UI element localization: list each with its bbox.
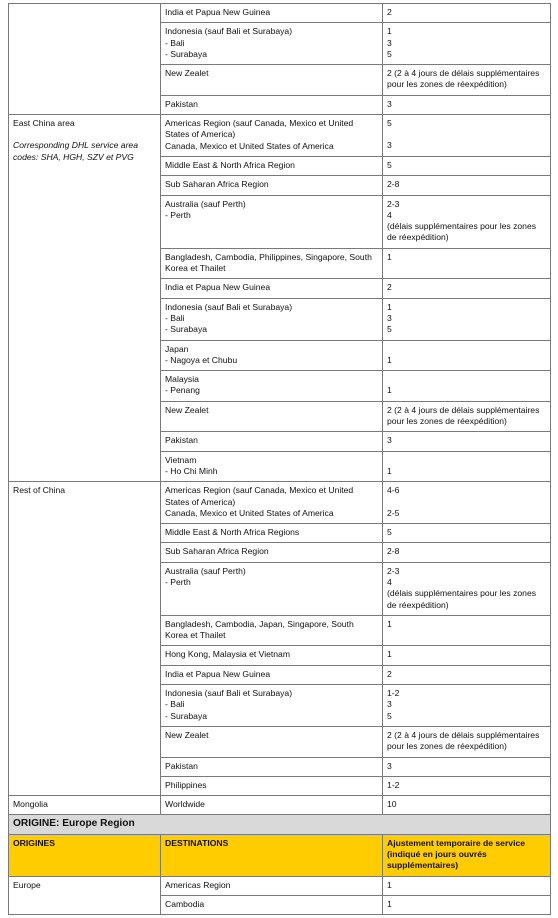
origin-name: Rest of China: [13, 485, 66, 496]
destination-line: Americas Region: [165, 879, 231, 890]
adjustment-cell: [383, 340, 551, 371]
spacer: [13, 129, 156, 140]
destination-line: - Bali: [165, 37, 185, 48]
adjustment-cell: [383, 371, 551, 402]
destination-line: Japan: [165, 343, 189, 354]
spacer: [387, 344, 546, 355]
destination-line: Malaysia: [165, 374, 199, 385]
adjustment-line: 3: [387, 435, 392, 446]
adjustment-cell: [383, 615, 551, 646]
destination-line: Worldwide: [165, 799, 205, 810]
adjustment-line: 2: [387, 668, 392, 679]
adjustment-line: 4: [387, 209, 392, 220]
column-header: Ajustement temporaire de service (indiqué en jours ouvrés supplémentaires): [383, 834, 551, 876]
adjustment-line: 1: [387, 898, 392, 909]
adjustment-line: 1: [387, 879, 392, 890]
destination-line: New Zealet: [165, 68, 209, 79]
column-header: ORIGINES: [9, 834, 161, 876]
destination-cell: [161, 401, 383, 432]
adjustment-cell: [383, 685, 551, 727]
destination-line: Cambodia: [165, 898, 205, 909]
adjustment-line: 3: [387, 37, 392, 48]
adjustment-line: 1: [387, 649, 392, 660]
destination-cell: [161, 23, 383, 65]
adjustment-line: 4: [387, 576, 392, 587]
adjustment-cell: [383, 95, 551, 114]
spacer: [387, 129, 546, 140]
destination-line: Middle East & North Africa Regions: [165, 527, 300, 538]
destination-cell: [161, 726, 383, 757]
adjustment-cell: [383, 726, 551, 757]
adjustment-cell: [383, 248, 551, 279]
adjustment-line: 4-6: [387, 485, 400, 496]
adjustment-line: 2-8: [387, 179, 400, 190]
adjustment-line: (délais supplémentaires pour les zones de réexpédition): [387, 221, 537, 243]
origin-name: Mongolia: [13, 799, 48, 810]
column-header: DESTINATIONS: [161, 834, 383, 876]
destination-cell: [161, 371, 383, 402]
destination-line: Middle East & North Africa Region: [165, 159, 295, 170]
adjustment-line: 5: [387, 48, 392, 59]
adjustment-cell: [383, 195, 551, 248]
destination-line: Americas Region (sauf Canada, Mexico et United States of America): [165, 485, 354, 507]
adjustment-line: 5: [387, 324, 392, 335]
adjustment-cell: [383, 279, 551, 298]
adjustment-cell: [383, 176, 551, 195]
adjustment-cell: [383, 401, 551, 432]
destination-line: Indonesia (sauf Bali et Surabaya): [165, 688, 293, 699]
destination-line: - Nagoya et Chubu: [165, 354, 238, 365]
adjustment-line: 5: [387, 159, 392, 170]
destination-line: - Ho Chi Minh: [165, 465, 218, 476]
adjustment-line: 3: [387, 699, 392, 710]
destination-cell: [161, 665, 383, 684]
destination-line: Hong Kong, Malaysia et Vietnam: [165, 649, 290, 660]
adjustment-cell: [383, 876, 551, 895]
destination-cell: [161, 248, 383, 279]
destination-cell: [161, 176, 383, 195]
adjustment-cell: [383, 482, 551, 524]
destination-cell: [161, 298, 383, 340]
destination-line: New Zealet: [165, 404, 209, 415]
destination-line: Sub Saharan Africa Region: [165, 546, 269, 557]
adjustment-cell: [383, 665, 551, 684]
destination-cell: [161, 776, 383, 795]
destination-line: New Zealet: [165, 729, 209, 740]
destination-line: Australia (sauf Perth): [165, 198, 246, 209]
adjustment-line: 1: [387, 618, 392, 629]
adjustment-line: 10: [387, 799, 397, 810]
destination-line: - Surabaya: [165, 324, 208, 335]
spacer: [387, 497, 546, 508]
destination-line: - Surabaya: [165, 48, 208, 59]
origin-cell: [9, 4, 161, 115]
destination-cell: [161, 432, 383, 451]
spacer: [387, 455, 546, 466]
destination-cell: [161, 895, 383, 914]
section-row: [9, 815, 551, 834]
destination-cell: [161, 451, 383, 482]
adjustment-line: 3: [387, 140, 392, 151]
origin-cell: [9, 115, 161, 482]
adjustment-cell: [383, 776, 551, 795]
spacer: [387, 374, 546, 385]
destination-cell: [161, 279, 383, 298]
adjustment-cell: [383, 562, 551, 615]
destination-line: - Surabaya: [165, 710, 208, 721]
adjustment-line: (délais supplémentaires pour les zones de réexpédition): [387, 588, 537, 610]
table-row: [9, 115, 551, 157]
destination-cell: [161, 615, 383, 646]
adjustment-line: 3: [387, 312, 392, 323]
destination-line: Canada, Mexico et United States of America: [165, 140, 334, 151]
adjustment-line: 2 (2 à 4 jours de délais supplémentaires pour les zones de réexpédition): [387, 404, 540, 427]
adjustment-line: 1-2: [387, 779, 400, 790]
destination-line: Americas Region (sauf Canada, Mexico et United States of America): [165, 118, 354, 140]
destination-line: - Perth: [165, 576, 191, 587]
adjustment-line: 2-3: [387, 198, 400, 209]
destination-line: Pakistan: [165, 98, 198, 109]
adjustment-cell: [383, 451, 551, 482]
adjustment-line: 1: [387, 251, 392, 262]
table-row: [9, 796, 551, 815]
destination-line: India et Papua New Guinea: [165, 7, 271, 17]
adjustment-line: 2: [387, 7, 392, 17]
adjustment-cell: [383, 895, 551, 914]
table-row: [9, 876, 551, 895]
adjustment-line: 2-5: [387, 507, 400, 518]
destination-cell: [161, 685, 383, 727]
adjustment-cell: [383, 543, 551, 562]
destination-cell: [161, 115, 383, 157]
destination-line: India et Papua New Guinea: [165, 282, 271, 293]
section-title: ORIGINE: Europe Region: [9, 815, 551, 834]
adjustment-cell: [383, 796, 551, 815]
destination-cell: [161, 757, 383, 776]
adjustment-line: 1-2: [387, 688, 400, 699]
destination-cell: [161, 195, 383, 248]
adjustment-line: 5: [387, 118, 392, 129]
destination-line: Indonesia (sauf Bali et Surabaya): [165, 301, 293, 312]
adjustment-line: 1: [387, 301, 392, 312]
adjustment-line: 1: [387, 385, 392, 396]
adjustment-cell: [383, 4, 551, 23]
destination-line: Bangladesh, Cambodia, Japan, Singapore, South Korea et Thailet: [165, 618, 354, 641]
destination-line: Bangladesh, Cambodia, Philippines, Singapore, South Korea et Thailet: [165, 251, 372, 274]
adjustment-cell: [383, 23, 551, 65]
adjustment-line: 2 (2 à 4 jours de délais supplémentaires pour les zones de réexpédition): [387, 68, 540, 90]
destination-line: India et Papua New Guinea: [165, 668, 271, 679]
origin-cell: [9, 482, 161, 796]
adjustment-line: 5: [387, 710, 392, 721]
destination-line: Sub Saharan Africa Region: [165, 179, 269, 190]
table-row: [9, 4, 551, 23]
destination-cell: [161, 876, 383, 895]
adjustment-line: 2-8: [387, 546, 400, 557]
destination-line: - Bali: [165, 699, 185, 710]
adjustment-line: 3: [387, 760, 392, 771]
adjustment-line: 2-3: [387, 565, 400, 576]
destination-cell: [161, 524, 383, 543]
destination-cell: [161, 482, 383, 524]
destination-cell: [161, 646, 383, 665]
destination-line: - Bali: [165, 312, 185, 323]
adjustment-line: 1: [387, 354, 392, 365]
destination-line: Canada, Mexico et United States of America: [165, 507, 334, 518]
adjustment-cell: [383, 646, 551, 665]
adjustment-line: 3: [387, 98, 392, 109]
transit-adjustment-table: [8, 3, 551, 915]
adjustment-line: 2 (2 à 4 jours de délais supplémentaires pour les zones de réexpédition): [387, 729, 540, 752]
destination-line: - Penang: [165, 385, 200, 396]
destination-line: Indonesia (sauf Bali et Surabaya): [165, 26, 293, 37]
origin-name: Europe: [13, 879, 41, 890]
destination-cell: [161, 156, 383, 175]
origin-cell: [9, 796, 161, 815]
adjustment-line: 2: [387, 282, 392, 293]
destination-cell: [161, 95, 383, 114]
destination-cell: [161, 65, 383, 96]
destination-line: Vietnam: [165, 454, 197, 465]
adjustment-cell: [383, 524, 551, 543]
adjustment-line: 1: [387, 26, 392, 37]
destination-line: Pakistan: [165, 435, 198, 446]
destination-cell: [161, 796, 383, 815]
destination-line: Pakistan: [165, 760, 198, 771]
origin-name: East China area: [13, 118, 75, 129]
destination-cell: [161, 543, 383, 562]
table-row: [9, 482, 551, 524]
adjustment-line: 5: [387, 527, 392, 538]
destination-cell: [161, 562, 383, 615]
destination-cell: [161, 4, 383, 23]
destination-line: - Perth: [165, 209, 191, 220]
origin-note: Corresponding DHL service area codes: SHA, HGH, SZV et PVG: [13, 140, 138, 162]
destination-cell: [161, 340, 383, 371]
adjustment-line: 1: [387, 465, 392, 476]
destination-line: Philippines: [165, 779, 207, 790]
header-row: [9, 834, 551, 876]
adjustment-cell: [383, 115, 551, 157]
adjustment-cell: [383, 432, 551, 451]
adjustment-cell: [383, 65, 551, 96]
adjustment-cell: [383, 298, 551, 340]
adjustment-cell: [383, 156, 551, 175]
adjustment-cell: [383, 757, 551, 776]
destination-line: Australia (sauf Perth): [165, 565, 246, 576]
origin-cell: [9, 876, 161, 915]
